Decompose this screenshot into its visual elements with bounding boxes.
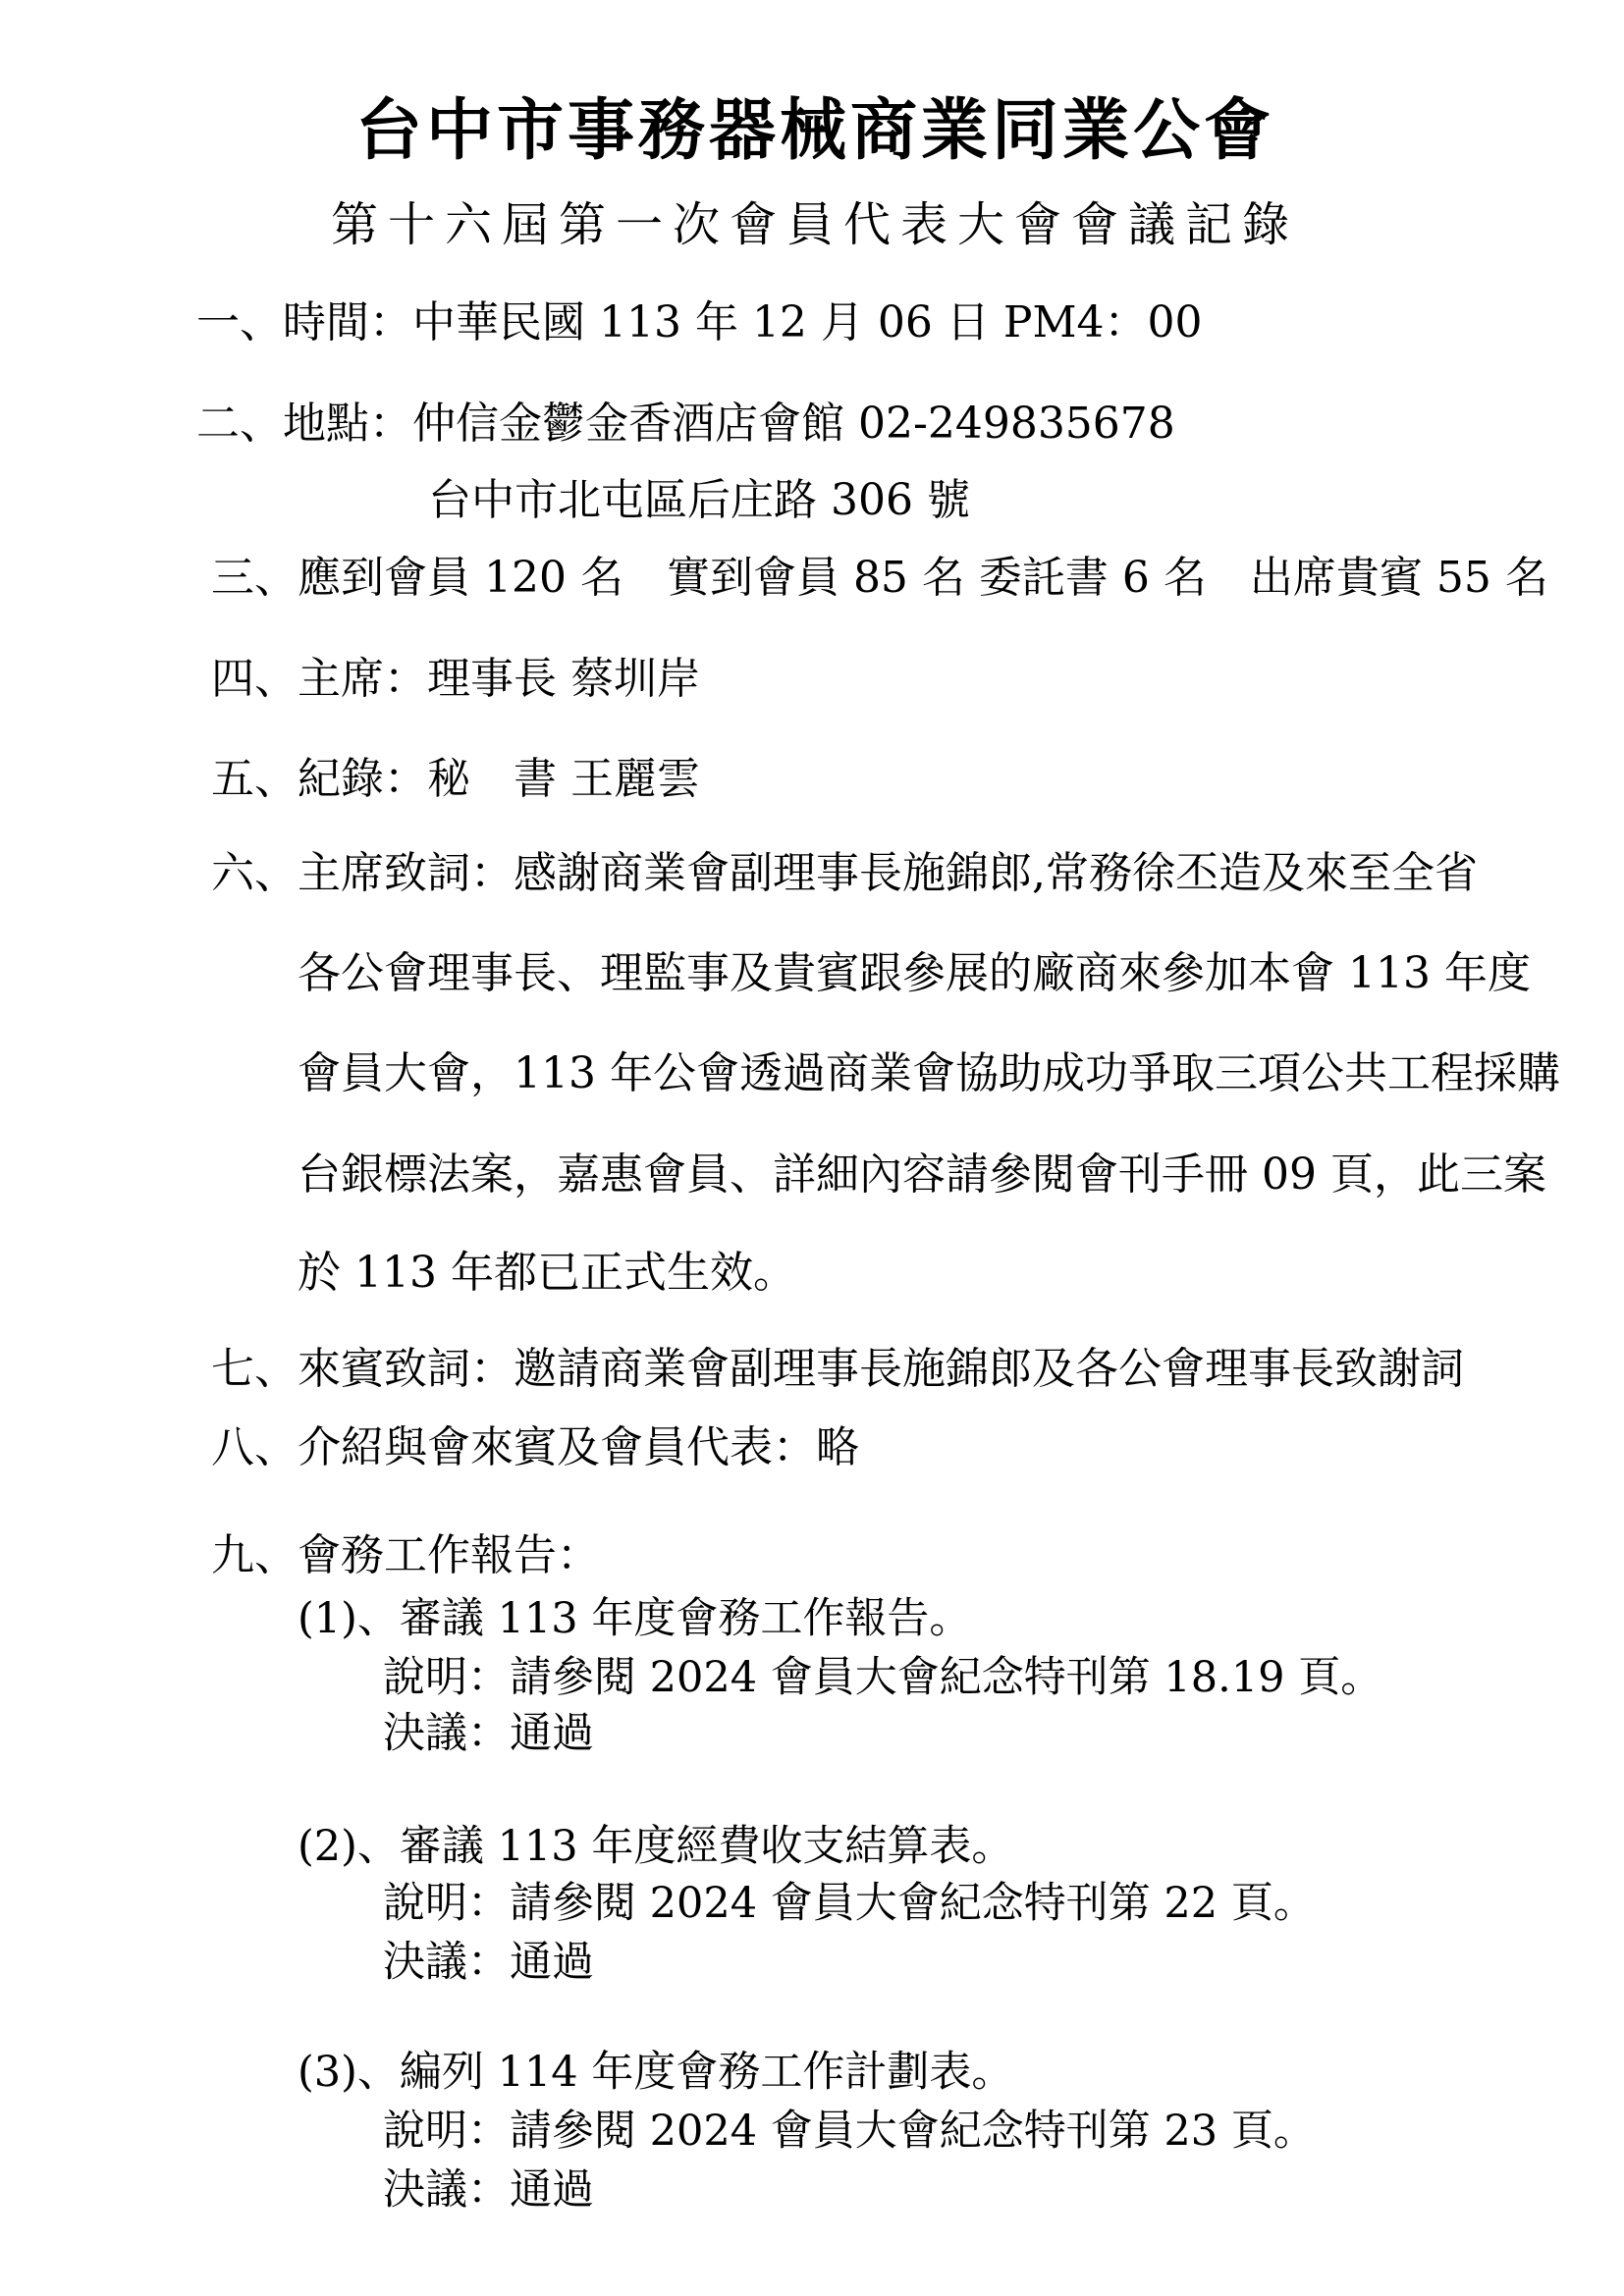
meeting-address: 台中市北屯區后庄路 306 號 xyxy=(428,475,970,525)
report-note: 說明：請參閱 2024 會員大會紀念特刊第 23 頁。 xyxy=(383,2107,1316,2156)
speech-line: 於 113 年都已正式生效。 xyxy=(298,1248,796,1298)
speech-line: 各公會理事長、理監事及貴賓跟參展的廠商來參加本會 113 年度 xyxy=(298,948,1531,998)
report-resolution: 決議：通過 xyxy=(383,2165,594,2215)
speech-line: 六、主席致詞：感謝商業會副理事長施錦郎,常務徐丕造及來至全省 xyxy=(211,848,1478,898)
report-title: (2)、審議 113 年度經費收支結算表。 xyxy=(298,1822,1014,1871)
report-resolution: 決議：通過 xyxy=(383,1709,594,1758)
chairperson: 四、主席：理事長 蔡圳岸 xyxy=(211,654,700,704)
report-heading: 九、會務工作報告： xyxy=(211,1530,600,1580)
introduction: 八、介紹與會來賓及會員代表：略 xyxy=(211,1422,859,1472)
report-note: 說明：請參閱 2024 會員大會紀念特刊第 22 頁。 xyxy=(383,1879,1316,1928)
report-note: 說明：請參閱 2024 會員大會紀念特刊第 18.19 頁。 xyxy=(383,1653,1383,1702)
meeting-place: 二、地點：仲信金鬱金香酒店會館 02-249835678 xyxy=(196,399,1175,449)
report-title: (1)、審議 113 年度會務工作報告。 xyxy=(298,1594,972,1643)
speech-line: 台銀標法案，嘉惠會員、詳細內容請參閱會刊手冊 09 頁，此三案 xyxy=(298,1149,1546,1200)
meeting-record-title: 第十六屆第一次會員代表大會會議記錄 xyxy=(330,197,1299,252)
speech-line: 會員大會，113 年公會透過商業會協助成功爭取三項公共工程採購 xyxy=(298,1048,1560,1098)
attendance-summary: 三、應到會員 120 名 實到會員 85 名 委託書 6 名 出席貴賓 55 名 xyxy=(211,553,1548,603)
association-title: 台中市事務器械商業同業公會 xyxy=(354,92,1274,170)
report-title: (3)、編列 114 年度會務工作計劃表。 xyxy=(298,2048,1014,2097)
meeting-time: 一、時間：中華民國 113 年 12 月 06 日 PM4：00 xyxy=(196,297,1203,347)
guest-speech: 七、來賓致詞：邀請商業會副理事長施錦郎及各公會理事長致謝詞 xyxy=(211,1344,1464,1394)
recorder: 五、紀錄：秘 書 王麗雲 xyxy=(211,754,700,804)
report-resolution: 決議：通過 xyxy=(383,1938,594,1987)
